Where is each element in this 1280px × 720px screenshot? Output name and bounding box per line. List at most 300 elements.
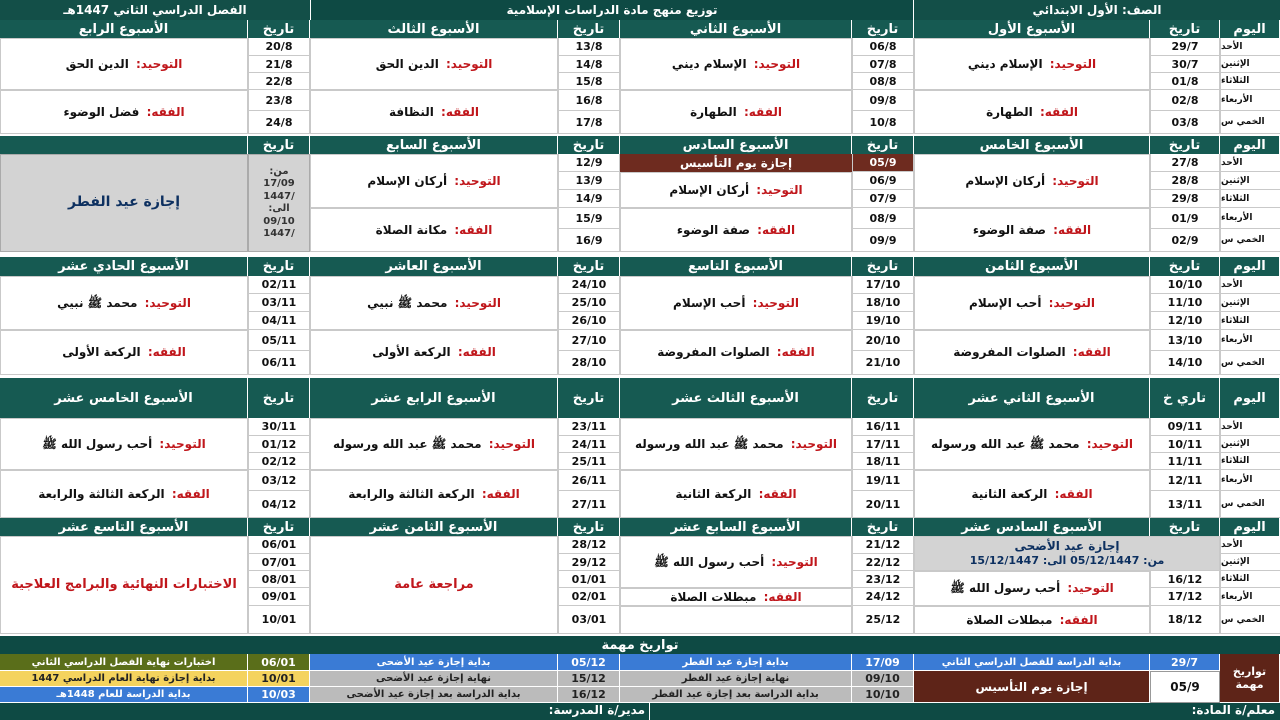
footer-principal: مدير/ة المدرسة: [400, 703, 650, 720]
week-content: الاختبارات النهائية والبرامج العلاجية [0, 536, 248, 634]
date-cell: 13/8 [558, 38, 620, 56]
date-cell: 16/9 [558, 229, 620, 252]
date-cell: 10/8 [852, 111, 914, 134]
date-header: تاريخ [1150, 518, 1220, 536]
fiqh-cell [620, 330, 852, 375]
tawhid-value: الدين الحق [65, 56, 129, 71]
fiqh-cell [0, 330, 248, 375]
date-cell: 06/9 [852, 172, 914, 190]
date-cell: 09/8 [852, 90, 914, 111]
fiqh-cell [310, 470, 558, 518]
eid-fitr-range [248, 154, 310, 252]
important-date: 10/01 [248, 671, 310, 687]
tawhid-cell [914, 276, 1150, 330]
important-date: 05/9 [1150, 671, 1220, 703]
tawhid-value: محمد ﷺ عبد الله ورسوله [332, 436, 482, 451]
important-date: 06/01 [248, 654, 310, 671]
date-header: تاري خ [1150, 378, 1220, 418]
tawhid-cell [620, 418, 852, 470]
fiqh-cell [620, 470, 852, 518]
day-label: الثلاثاء [1220, 312, 1280, 330]
fiqh-label: الفقه: [457, 345, 496, 359]
date-cell: 04/12 [248, 491, 310, 518]
fiqh-value: مبطلات الصلاة [670, 589, 757, 604]
fiqh-value: الركعة الثالثة والرابعة [348, 486, 475, 501]
important-date: 16/12 [558, 687, 620, 703]
date-cell: 29/8 [1150, 190, 1220, 208]
date-cell: 17/8 [558, 111, 620, 134]
day-header: اليوم [1220, 136, 1280, 154]
tawhid-label: التوحيد: [446, 56, 493, 71]
date-cell: 12/10 [1150, 312, 1220, 330]
date-cell: 10/11 [1150, 436, 1220, 453]
date-cell: 08/01 [248, 571, 310, 588]
day-label: الثلاثاء [1220, 73, 1280, 90]
date-header: تاريخ [1150, 257, 1220, 276]
important-date: 10/10 [852, 687, 914, 703]
week-header: الأسبوع الثالث عشر [620, 378, 852, 418]
date-header: تاريخ [248, 518, 310, 536]
eid-fitr-range-line: 09/10 [263, 215, 295, 227]
date-cell: 05/9 [852, 154, 914, 172]
week-header: الأسبوع الثاني [620, 20, 852, 38]
fiqh-label: الفقه: [1039, 104, 1078, 119]
tawhid-label: التوحيد: [1067, 581, 1114, 595]
tawhid-cell [0, 418, 248, 470]
date-cell: 21/12 [852, 536, 914, 554]
fiqh-value: مكانة الصلاة [375, 222, 448, 237]
date-cell: 28/10 [558, 351, 620, 375]
day-label: الثلاثاء [1220, 453, 1280, 470]
week-header: الأسبوع الأول [914, 20, 1150, 38]
date-cell: 14/8 [558, 56, 620, 73]
date-cell: 27/10 [558, 330, 620, 351]
fiqh-label: الفقه: [1054, 486, 1093, 501]
day-label: الأحد [1220, 154, 1280, 172]
day-label: الإثنين [1220, 554, 1280, 571]
fiqh-value: مبطلات الصلاة [966, 612, 1053, 627]
important-text: بداية الدراسة بعد إجازة عيد الأضحى [310, 687, 558, 703]
fiqh-value: فضل الوضوء [63, 104, 140, 119]
tawhid-value: محمد ﷺ عبد الله ورسوله [634, 436, 784, 451]
eid-fitr-range-line: /1447 [263, 228, 295, 239]
day-label: الإثنين [1220, 294, 1280, 312]
tawhid-value: أحب رسول الله ﷺ [42, 436, 153, 451]
date-cell: 25/12 [852, 606, 914, 634]
date-cell: 25/10 [558, 294, 620, 312]
fiqh-label: الفقه: [146, 104, 185, 119]
tawhid-cell [914, 418, 1150, 470]
tawhid-cell [620, 38, 852, 90]
important-text: بداية إجازة عيد الفطر [620, 654, 852, 671]
date-header: تاريخ [558, 20, 620, 38]
date-cell: 12/11 [1150, 470, 1220, 491]
date-header: تاريخ [852, 20, 914, 38]
date-cell: 17/11 [852, 436, 914, 453]
fiqh-label: الفقه: [481, 486, 520, 501]
tawhid-label: التوحيد: [1048, 295, 1095, 310]
date-cell: 13/11 [1150, 491, 1220, 518]
fiqh-label: الفقه: [1053, 222, 1092, 237]
date-cell: 16/8 [558, 90, 620, 111]
week-header: الأسبوع الثامن عشر [310, 518, 558, 536]
date-cell: 12/9 [558, 154, 620, 172]
tawhid-value: أحب رسول الله ﷺ [950, 581, 1061, 595]
date-cell: 21/10 [852, 351, 914, 375]
eid-adha-holiday [914, 536, 1220, 571]
week-header: الأسبوع الخامس [914, 136, 1150, 154]
date-header: تاريخ [1150, 20, 1220, 38]
date-cell: 06/01 [248, 536, 310, 554]
date-cell: 07/9 [852, 190, 914, 208]
date-cell: 06/11 [248, 351, 310, 375]
important-text: بداية إجازة عيد الأضحى [310, 654, 558, 671]
date-header: تاريخ [852, 518, 914, 536]
date-header: تاريخ [852, 257, 914, 276]
tawhid-cell [620, 276, 852, 330]
date-cell: 23/11 [558, 418, 620, 436]
date-cell: 27/11 [558, 491, 620, 518]
fiqh-cell [914, 470, 1150, 518]
tawhid-cell [620, 536, 852, 588]
date-cell: 01/8 [1150, 73, 1220, 90]
eid-fitr-range-line: 17/09 [263, 178, 295, 189]
important-text: إجازة يوم التأسيس [914, 671, 1150, 703]
week-header: الأسبوع الثامن [914, 257, 1150, 276]
important-date: 10/03 [248, 687, 310, 703]
fiqh-cell [620, 588, 852, 606]
fiqh-cell [310, 90, 558, 134]
eid-adha-title: إجازة عيد الأضحى [1014, 539, 1120, 554]
tawhid-label: التوحيد: [454, 173, 501, 188]
day-label: الثلاثاء [1220, 190, 1280, 208]
foundation-day-holiday: إجازة يوم التأسيس [620, 154, 852, 172]
date-cell: 10/01 [248, 606, 310, 634]
week-header: الأسبوع التاسع [620, 257, 852, 276]
fiqh-label: الفقه: [757, 222, 796, 237]
top-grade: الصف: الأول الابتدائي [914, 0, 1280, 20]
date-header: تاريخ [248, 257, 310, 276]
date-header: تاريخ [1150, 136, 1220, 154]
fiqh-label: الفقه: [147, 345, 186, 359]
tawhid-value: أركان الإسلام [367, 173, 448, 188]
date-cell: 29/7 [1150, 38, 1220, 56]
date-cell: 21/8 [248, 56, 310, 73]
important-text: اختبارات نهاية الفصل الدراسي الثاني [0, 654, 248, 671]
date-cell: 13/10 [1150, 330, 1220, 351]
date-header: تاريخ [852, 378, 914, 418]
tawhid-value: محمد ﷺ نبيي [367, 295, 448, 310]
tawhid-label: التوحيد: [756, 182, 803, 197]
tawhid-value: أحب رسول الله ﷺ [654, 554, 765, 569]
top-title: توزيع منهج مادة الدراسات الإسلامية [310, 0, 914, 20]
tawhid-cell [310, 418, 558, 470]
date-cell: 09/01 [248, 588, 310, 606]
fiqh-value: صفة الوضوء [972, 222, 1046, 237]
date-cell: 18/11 [852, 453, 914, 470]
fiqh-label: الفقه: [1072, 345, 1111, 359]
date-cell: 17/10 [852, 276, 914, 294]
day-label: الإثنين [1220, 56, 1280, 73]
important-text: بداية الدراسة بعد إجازة عيد الفطر [620, 687, 852, 703]
tawhid-cell [914, 154, 1150, 208]
tawhid-label: التوحيد: [454, 295, 501, 310]
date-cell: 18/12 [1150, 606, 1220, 634]
important-date: 05/12 [558, 654, 620, 671]
day-label: الخمي س [1220, 111, 1280, 134]
date-cell: 13/9 [558, 172, 620, 190]
date-cell: 02/01 [558, 588, 620, 606]
fiqh-cell [914, 330, 1150, 375]
important-text: بداية الدراسة للعام 1448هـ [0, 687, 248, 703]
date-cell: 17/12 [1150, 588, 1220, 606]
day-label: الثلاثاء [1220, 571, 1280, 588]
day-label: الإثنين [1220, 436, 1280, 453]
tawhid-value: أحب الإسلام [969, 295, 1042, 310]
date-cell: 22/12 [852, 554, 914, 571]
eid-fitr-range-line: الى: [268, 203, 290, 214]
important-text: بداية الدراسة للفصل الدراسي الثاني [914, 654, 1150, 671]
fiqh-label: الفقه: [441, 104, 480, 119]
tawhid-label: التوحيد: [159, 436, 206, 451]
tawhid-value: أحب الإسلام [673, 295, 746, 310]
date-cell: 02/8 [1150, 90, 1220, 111]
eid-fitr-holiday: إجازة عيد الفطر [0, 154, 248, 252]
week-header: الأسبوع الرابع [0, 20, 248, 38]
tawhid-cell [620, 172, 852, 208]
day-header: اليوم [1220, 378, 1280, 418]
week-header: الأسبوع السادس [620, 136, 852, 154]
date-cell: 30/7 [1150, 56, 1220, 73]
date-cell: 14/10 [1150, 351, 1220, 375]
day-label: الأحد [1220, 276, 1280, 294]
fiqh-value: الركعة الأولى [372, 345, 451, 359]
date-cell: 01/12 [248, 436, 310, 453]
fiqh-value: الركعة الثانية [971, 486, 1048, 501]
fiqh-cell [914, 606, 1150, 634]
eid-adha-range: من: 05/12/1447 الى: 15/12/1447 [969, 554, 1165, 568]
fiqh-cell [620, 208, 852, 252]
fiqh-value: الركعة الثانية [675, 486, 752, 501]
date-cell: 25/11 [558, 453, 620, 470]
eid-fitr-range-line: /1447 [263, 190, 295, 202]
date-cell: 24/8 [248, 111, 310, 134]
date-cell: 24/12 [852, 588, 914, 606]
day-label: الأربعاء [1220, 330, 1280, 351]
tawhid-value: الإسلام ديني [671, 56, 747, 71]
day-label: الأربعاء [1220, 90, 1280, 111]
tawhid-value: الإسلام ديني [967, 56, 1043, 71]
important-side-label: تواريخ مهمة [1220, 654, 1280, 703]
day-label: الأربعاء [1220, 208, 1280, 229]
date-cell: 08/9 [852, 208, 914, 229]
fiqh-label: الفقه: [743, 104, 782, 119]
date-cell: 22/8 [248, 73, 310, 90]
eid-fitr-range-line: من: [269, 165, 289, 177]
week-header: الأسبوع السادس عشر [914, 518, 1150, 536]
tawhid-label: التوحيد: [1049, 56, 1097, 71]
tawhid-label: التوحيد: [136, 56, 183, 71]
important-text: نهاية إجازة عيد الفطر [620, 671, 852, 687]
date-cell: 02/12 [248, 453, 310, 470]
date-header: تاريخ [558, 136, 620, 154]
date-cell: 01/9 [1150, 208, 1220, 229]
date-cell: 11/11 [1150, 453, 1220, 470]
fiqh-cell [310, 208, 558, 252]
date-header: تاريخ [558, 518, 620, 536]
tawhid-value: أركان الإسلام [669, 182, 750, 197]
week-header: الأسبوع التاسع عشر [0, 518, 248, 536]
date-cell: 26/11 [558, 470, 620, 491]
date-cell: 27/8 [1150, 154, 1220, 172]
important-date: 29/7 [1150, 654, 1220, 671]
date-header: تاريخ [558, 257, 620, 276]
week-header: الأسبوع السابع عشر [620, 518, 852, 536]
week-header-blank [0, 136, 248, 154]
date-cell: 30/11 [248, 418, 310, 436]
week-header: الأسبوع السابع [310, 136, 558, 154]
date-cell: 02/11 [248, 276, 310, 294]
fiqh-value: صفة الوضوء [676, 222, 750, 237]
tawhid-label: التوحيد: [752, 295, 799, 310]
day-label: الإثنين [1220, 172, 1280, 190]
tawhid-cell [310, 38, 558, 90]
date-cell: 15/8 [558, 73, 620, 90]
date-cell: 16/11 [852, 418, 914, 436]
fiqh-label: الفقه: [171, 486, 210, 501]
date-cell: 29/12 [558, 554, 620, 571]
date-cell: 01/01 [558, 571, 620, 588]
date-header: تاريخ [248, 136, 310, 154]
fiqh-value: الصلوات المفروضة [657, 345, 770, 359]
fiqh-value: الصلوات المفروضة [953, 345, 1066, 359]
date-header: تاريخ [248, 378, 310, 418]
date-cell: 18/10 [852, 294, 914, 312]
day-header: اليوم [1220, 257, 1280, 276]
week-header: الأسبوع الثاني عشر [914, 378, 1150, 418]
fiqh-value: النظافة [389, 104, 434, 119]
date-cell: 05/11 [248, 330, 310, 351]
fiqh-cell [914, 90, 1150, 134]
tawhid-label: التوحيد: [771, 554, 818, 569]
week-header: الأسبوع الخامس عشر [0, 378, 248, 418]
date-cell: 03/01 [558, 606, 620, 634]
date-cell: 03/11 [248, 294, 310, 312]
fiqh-label: الفقه: [758, 486, 797, 501]
date-cell: 15/9 [558, 208, 620, 229]
date-cell: 24/11 [558, 436, 620, 453]
important-text: بداية إجازة نهاية العام الدراسي 1447 [0, 671, 248, 687]
date-cell: 16/12 [1150, 571, 1220, 588]
week-content: مراجعة عامة [310, 536, 558, 634]
date-cell: 02/9 [1150, 229, 1220, 252]
tawhid-cell [914, 38, 1150, 90]
fiqh-value: الطهارة [690, 104, 737, 119]
day-label: الخمي س [1220, 491, 1280, 518]
date-cell: 24/10 [558, 276, 620, 294]
tawhid-label: التوحيد: [753, 56, 801, 71]
date-cell: 23/12 [852, 571, 914, 588]
important-date: 15/12 [558, 671, 620, 687]
day-label: الأربعاء [1220, 588, 1280, 606]
tawhid-value: الدين الحق [375, 56, 439, 71]
fiqh-label: الفقه: [1059, 612, 1098, 627]
fiqh-cell [310, 330, 558, 375]
tawhid-value: محمد ﷺ عبد الله ورسوله [930, 436, 1080, 451]
important-date: 09/10 [852, 671, 914, 687]
date-cell: 09/11 [1150, 418, 1220, 436]
week-header: الأسبوع الحادي عشر [0, 257, 248, 276]
tawhid-cell [310, 154, 558, 208]
fiqh-label: الفقه: [763, 589, 802, 604]
date-cell: 20/10 [852, 330, 914, 351]
day-header: اليوم [1220, 20, 1280, 38]
tawhid-cell [310, 276, 558, 330]
date-cell: 19/10 [852, 312, 914, 330]
important-date: 17/09 [852, 654, 914, 671]
date-cell: 10/10 [1150, 276, 1220, 294]
tawhid-value: محمد ﷺ نبيي [57, 295, 138, 310]
date-header: تاريخ [852, 136, 914, 154]
tawhid-label: التوحيد: [488, 436, 536, 451]
day-label: الأحد [1220, 536, 1280, 554]
date-cell: 07/8 [852, 56, 914, 73]
tawhid-label: التوحيد: [144, 295, 191, 310]
tawhid-value: أركان الإسلام [965, 173, 1046, 188]
week-header: الأسبوع الرابع عشر [310, 378, 558, 418]
tawhid-cell [914, 571, 1150, 606]
fiqh-value: الركعة الثالثة والرابعة [38, 486, 165, 501]
day-label: الأحد [1220, 418, 1280, 436]
date-cell: 23/8 [248, 90, 310, 111]
fiqh-cell [0, 90, 248, 134]
day-label: الأحد [1220, 38, 1280, 56]
tawhid-label: التوحيد: [1086, 436, 1134, 451]
date-cell: 03/12 [248, 470, 310, 491]
fiqh-cell [620, 90, 852, 134]
day-label: الخمي س [1220, 606, 1280, 634]
week-header: الأسبوع الثالث [310, 20, 558, 38]
date-cell: 04/11 [248, 312, 310, 330]
date-cell: 06/8 [852, 38, 914, 56]
day-label: الخمي س [1220, 351, 1280, 375]
date-cell: 03/8 [1150, 111, 1220, 134]
footer-teacher: معلم/ة المادة: [1191, 703, 1275, 717]
date-cell: 20/11 [852, 491, 914, 518]
week-header: الأسبوع العاشر [310, 257, 558, 276]
day-header: اليوم [1220, 518, 1280, 536]
date-cell: 07/01 [248, 554, 310, 571]
blank-cell [620, 606, 852, 634]
fiqh-cell [914, 208, 1150, 252]
fiqh-value: الركعة الأولى [62, 345, 141, 359]
date-cell: 11/10 [1150, 294, 1220, 312]
date-cell: 19/11 [852, 470, 914, 491]
tawhid-label: التوحيد: [790, 436, 838, 451]
top-term: الفصل الدراسي الثاني 1447هـ [0, 0, 310, 20]
date-cell: 09/9 [852, 229, 914, 252]
date-cell: 14/9 [558, 190, 620, 208]
important-text: نهاية إجازة عيد الأضحى [310, 671, 558, 687]
day-label: الخمي س [1220, 229, 1280, 252]
date-header: تاريخ [558, 378, 620, 418]
date-cell: 28/12 [558, 536, 620, 554]
date-cell: 08/8 [852, 73, 914, 90]
day-label: الأربعاء [1220, 470, 1280, 491]
date-header: تاريخ [248, 20, 310, 38]
fiqh-label: الفقه: [454, 222, 493, 237]
fiqh-value: الطهارة [986, 104, 1033, 119]
